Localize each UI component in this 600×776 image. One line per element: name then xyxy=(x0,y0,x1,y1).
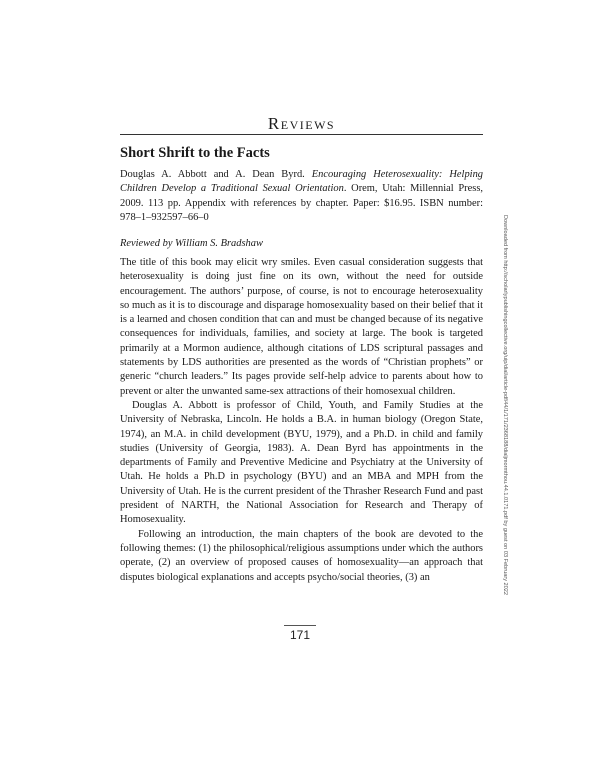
paragraph: Following an introduction, the main chapters of the book are devoted to the following themes: (1) the philosophical/religious assumptions under which the authors operate, (2) an overview of proposed causes of homosexuality—an approach that disputes biological explanations and accepts psycho/social theories, (3) an xyxy=(120,528,483,583)
section-rule xyxy=(120,134,483,135)
citation-book-title: Encouraging Heterosexuality: Helping Children Develop a Traditional Sexual Orientation xyxy=(120,169,484,195)
citation-publication: . Orem, Utah: Millennial Press, 2009. 113 pp. Appendix with references by chapter. Paper: $16.95. ISBN number: 978–1–932597–66–0 xyxy=(120,183,483,223)
section-heading: Reviews xyxy=(267,114,336,133)
paragraph: The title of this book may elicit wry smiles. Even casual consideration suggests that heterosexuality is doing just fine on its own, without the need for outside encouragement. The authors’ purpose, of course, is not to encourage heterosexuality so much as it is to discourage and disparage homosexuality based on their belief that it is a learned and chosen condition that can and must be changed because of its negative consequences for individuals, families, and society at large. The book is targeted primarily at a Mormon audience, although citations of LDS scriptural passages and statements by LDS authorities are presented as the words of “Christian prophets” or generic “church leaders.” Its pages provide self-help advice to parents about how to prevent or alter the unwanted same-sex attractions of their homosexual children. xyxy=(120,257,483,397)
reviewer-line: Reviewed by William S. Bradshaw xyxy=(120,238,263,249)
page-number-rule xyxy=(284,625,316,626)
citation-authors: Douglas A. Abbott and A. Dean Byrd. xyxy=(120,169,305,180)
page-number: 171 xyxy=(289,628,311,642)
review-body xyxy=(120,256,483,585)
paragraph: Douglas A. Abbott is professor of Child, Youth, and Family Studies at the University of Nebraska, Lincoln. He holds a B.A. in human biology (Oregon State, 1974), an M.A. in child development (BYU, 1979), and a Ph.D. in child and family studies (University of Georgia, 1983). A. Dean Byrd has appointments in the departments of Family and Preventive Medicine and Psychiatry at the University of Utah. He holds a Ph.D in psychology (BYU) and an MBA and MPH from the University of Utah. He is the current president of the Thrasher Research Fund and past president of NARTH, the National Association for Research and Therapy of Homosexuality. xyxy=(120,399,483,526)
article-title: Short Shrift to the Facts xyxy=(120,145,270,161)
download-notice: Downloaded from http://scholarlypublishingcollective.org/uip/dial/article-pdf/44/1/171/2368188/dialjmormthou.44.1.0171.pdf by guest on 03 February 2022 xyxy=(502,215,508,595)
book-citation xyxy=(120,168,483,225)
